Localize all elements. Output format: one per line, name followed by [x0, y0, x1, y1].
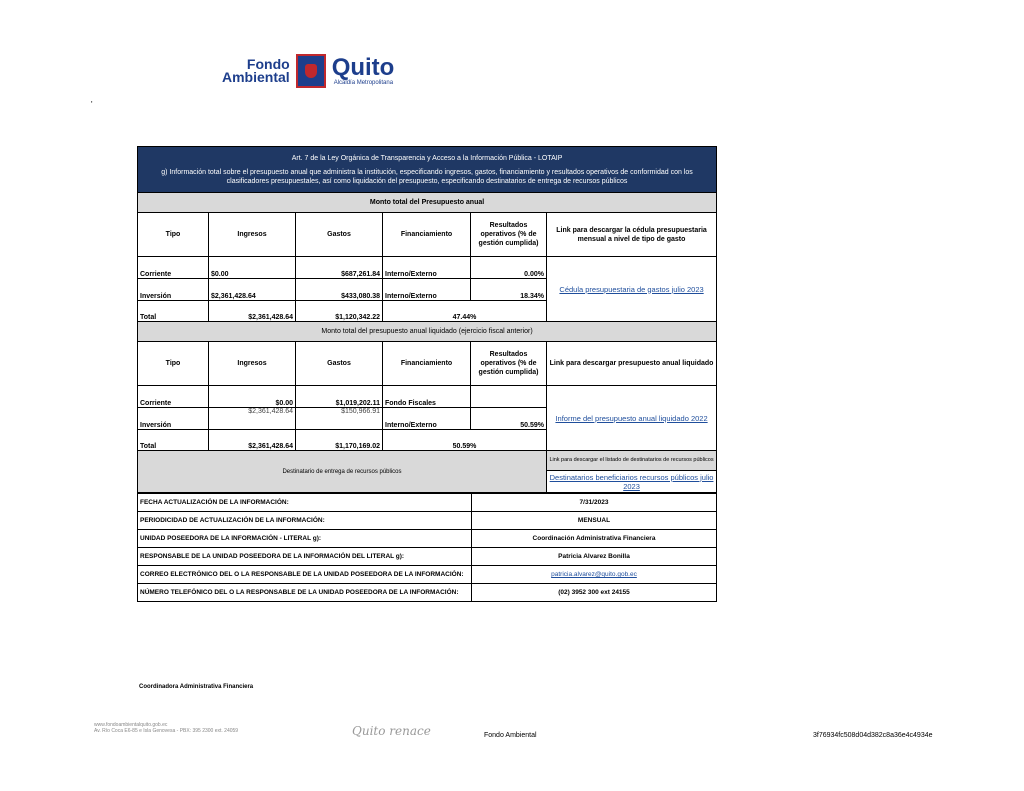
quito-renace-logo: Quito renace	[352, 724, 431, 738]
s1-row2-ingresos: $2,361,428.64	[209, 279, 296, 301]
col2-financiamiento: Financiamiento	[383, 342, 471, 386]
footer-website: www.fondoambientalquito.gob.ec	[94, 722, 168, 728]
col2-ingresos: Ingresos	[209, 342, 296, 386]
s2-total-ingresos: $2,361,428.64	[209, 430, 296, 451]
s1-row1-fin: Interno/Externo	[383, 257, 471, 279]
s1-row2-tipo: Inversión	[138, 279, 209, 301]
col-financiamiento: Financiamiento	[383, 213, 471, 257]
footer-contact	[94, 722, 238, 734]
logo-quito-text: Quito	[331, 54, 395, 81]
fondo-ambiental-quito-logo	[222, 54, 394, 88]
meta-correo-label: CORREO ELECTRÓNICO DEL O LA RESPONSABLE DE LA UNIDAD POSEEDORA DE LA INFORMACIÓN:	[138, 566, 472, 584]
s1-row1-res: 0.00%	[471, 257, 547, 279]
logo-alcaldia-text: Alcaldía Metropolitana	[333, 80, 394, 86]
section1-title: Monto total del Presupuesto anual	[138, 193, 717, 213]
s1-total-res: 47.44%	[383, 301, 547, 322]
logo-fondo-text: Fondo	[246, 56, 290, 72]
col-tipo: Tipo	[138, 213, 209, 257]
destinatario-link-header: Link para descargar el listado de destinatarios de recursos públicos	[547, 451, 717, 471]
meta-responsable-label: RESPONSABLE DE LA UNIDAD POSEEDORA DE LA INFORMACIÓN DEL LITERAL g):	[138, 548, 472, 566]
s2-total-tipo: Total	[138, 430, 209, 451]
meta-responsable-value: Patricia Alvarez Bonilla	[472, 548, 717, 566]
meta-fecha-label: FECHA ACTUALIZACIÓN DE LA INFORMACIÓN:	[138, 494, 472, 512]
footer-address: Av. Río Coca E6-85 e Isla Genovesa - PBX: 395 2300 ext. 24059	[94, 728, 239, 734]
s2-row2-tipo: Inversión	[138, 408, 209, 430]
footer-org-name: Fondo Ambiental	[484, 732, 537, 739]
s1-row2-res: 18.34%	[471, 279, 547, 301]
s1-row1-tipo: Corriente	[138, 257, 209, 279]
lotaip-table	[137, 146, 716, 602]
s2-row1-tipo: Corriente	[138, 386, 209, 408]
s2-total-res: 50.59%	[383, 430, 547, 451]
col-resultados: Resultados operativos (% de gestión cumplida)	[471, 213, 547, 257]
meta-telefono-value: (02) 3952 300 ext 24155	[472, 584, 717, 602]
meta-unidad-label: UNIDAD POSEEDORA DE LA INFORMACIÓN - LITERAL g):	[138, 530, 472, 548]
s1-total-gastos: $1,120,342.22	[296, 301, 383, 322]
header-title: Art. 7 de la Ley Orgánica de Transparencia y Acceso a la Información Pública - LOTAIP	[291, 154, 563, 162]
s2-row2-fin: Interno/Externo	[383, 408, 471, 430]
s2-row1-gastos: $1,019,202.11	[296, 386, 383, 408]
s1-row2-fin: Interno/Externo	[383, 279, 471, 301]
meta-fecha-value: 7/31/2023	[472, 494, 717, 512]
destinatarios-link[interactable]: Destinatarios beneficiarios recursos públicos julio 2023	[547, 471, 717, 493]
col-ingresos: Ingresos	[209, 213, 296, 257]
col2-resultados: Resultados operativos (% de gestión cumplida)	[471, 342, 547, 386]
s1-row2-gastos: $433,080.38	[296, 279, 383, 301]
header-description: g) Información total sobre el presupuesto anual que administra la institución, especificando ingresos, gastos, financiamiento y resultados operativos de conformidad con los clasificadores presupuestales, así como liquidación del presupuesto, especificando destinatarios de entrega de recursos públicos	[161, 168, 693, 185]
col2-gastos: Gastos	[296, 342, 383, 386]
document-hash: 3f76934fc508d04d382c8a36e4c4934e	[813, 732, 933, 739]
informe-presupuesto-link[interactable]: Informe del presupuesto anual liquidado 2022	[547, 386, 717, 451]
meta-correo-link[interactable]: patricia.alvarez@quito.gob.ec	[472, 566, 717, 584]
section2-title: Monto total del presupuesto anual liquidado (ejercicio fiscal anterior)	[138, 322, 717, 342]
s2-row1-fin: Fondo Fiscales	[383, 386, 471, 408]
quito-seal-icon	[296, 54, 326, 88]
header-block	[138, 147, 717, 193]
s2-row2-gastos: $150,966.91	[296, 408, 383, 430]
meta-periodicidad-label: PERIODICIDAD DE ACTUALIZACIÓN DE LA INFORMACIÓN:	[138, 512, 472, 530]
stray-mark: '	[91, 100, 93, 109]
s1-total-tipo: Total	[138, 301, 209, 322]
logo-ambiental-text: Ambiental	[222, 69, 290, 85]
destinatario-label: Destinatario de entrega de recursos públicos	[138, 451, 547, 493]
col-link: Link para descargar la cédula presupuestaria mensual a nivel de tipo de gasto	[547, 213, 717, 257]
s2-row1-res	[471, 386, 547, 408]
s2-total-gastos: $1,170,169.02	[296, 430, 383, 451]
s2-row2-res: 50.59%	[471, 408, 547, 430]
meta-unidad-value: Coordinación Administrativa Financiera	[472, 530, 717, 548]
col-gastos: Gastos	[296, 213, 383, 257]
coordinadora-signature-label: Coordinadora Administrativa Financiera	[139, 684, 254, 690]
col2-link: Link para descargar presupuesto anual liquidado	[547, 342, 717, 386]
cedula-presupuestaria-link[interactable]: Cédula presupuestaria de gastos julio 2023	[547, 257, 717, 322]
s2-row1-ingresos: $0.00	[209, 386, 296, 408]
s1-total-ingresos: $2,361,428.64	[209, 301, 296, 322]
s1-row1-gastos: $687,261.84	[296, 257, 383, 279]
meta-periodicidad-value: MENSUAL	[472, 512, 717, 530]
s1-row1-ingresos: $0.00	[209, 257, 296, 279]
s2-row2-ingresos: $2,361,428.64	[209, 408, 296, 430]
meta-telefono-label: NÚMERO TELEFÓNICO DEL O LA RESPONSABLE DE LA UNIDAD POSEEDORA DE LA INFORMACIÓN:	[138, 584, 472, 602]
col2-tipo: Tipo	[138, 342, 209, 386]
